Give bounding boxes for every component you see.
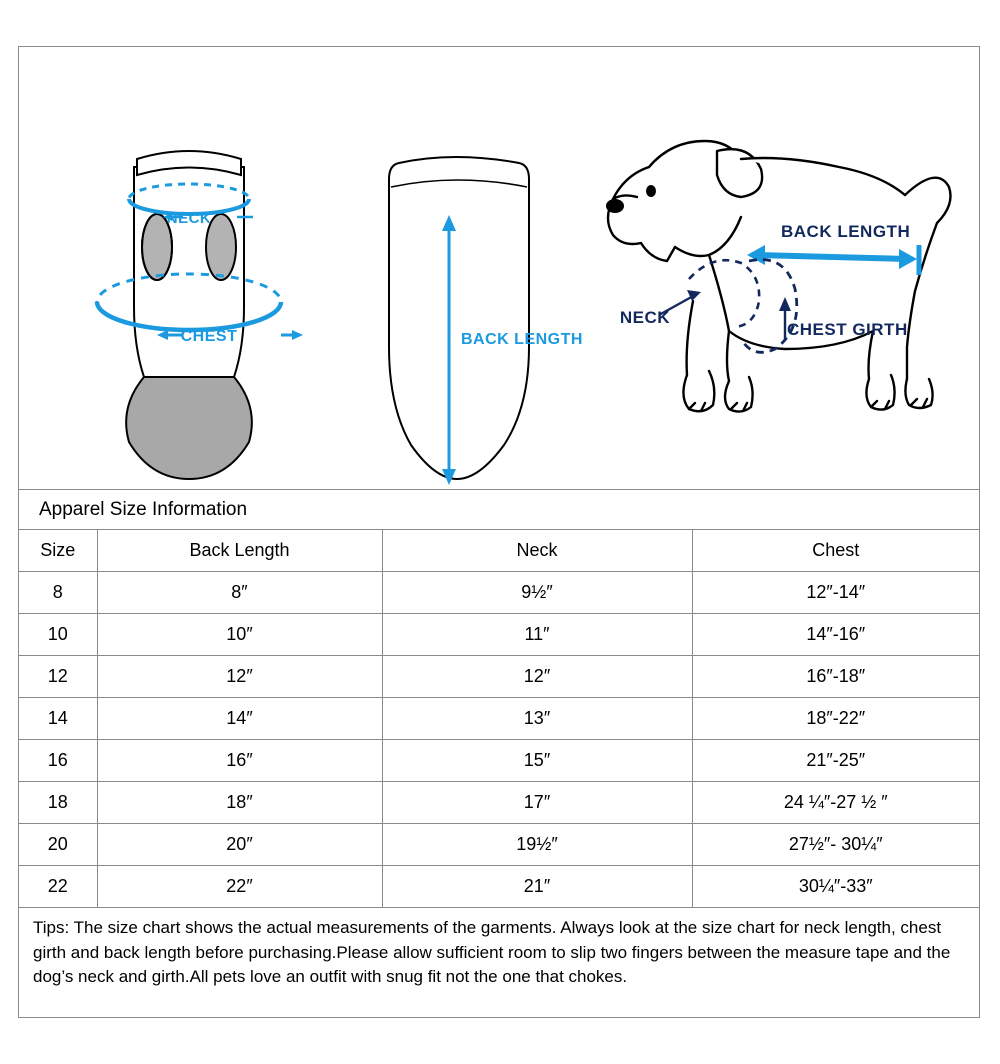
cell-size: 22 — [19, 866, 97, 908]
size-chart-sheet — [18, 46, 980, 1018]
table-header-row — [19, 530, 979, 572]
dog-chest-girth-label: CHEST GIRTH — [787, 320, 908, 339]
cell-size: 18 — [19, 782, 97, 824]
dog-neck-label: NECK — [619, 308, 671, 327]
size-table — [19, 530, 979, 908]
front-neck-label: NECK — [166, 210, 212, 227]
cell-neck: 12″ — [382, 656, 692, 698]
cell-neck: 19½″ — [382, 824, 692, 866]
cell-back-length: 14″ — [97, 698, 382, 740]
cell-neck: 21″ — [382, 866, 692, 908]
back-length-label: BACK LENGTH — [461, 331, 583, 348]
header-back-length: Back Length — [97, 530, 382, 572]
table-row — [19, 866, 979, 908]
table-row — [19, 740, 979, 782]
cell-back-length: 10″ — [97, 614, 382, 656]
header-chest: Chest — [692, 530, 979, 572]
cell-neck: 9½″ — [382, 572, 692, 614]
table-row — [19, 782, 979, 824]
table-row — [19, 824, 979, 866]
cell-chest: 16″-18″ — [692, 656, 979, 698]
cell-chest: 14″-16″ — [692, 614, 979, 656]
cell-chest: 18″-22″ — [692, 698, 979, 740]
cell-neck: 17″ — [382, 782, 692, 824]
header-size: Size — [19, 530, 97, 572]
garment-front-illustration — [59, 47, 319, 490]
table-row — [19, 614, 979, 656]
table-title: Apparel Size Information — [19, 490, 979, 530]
header-neck: Neck — [382, 530, 692, 572]
cell-back-length: 18″ — [97, 782, 382, 824]
cell-size: 14 — [19, 698, 97, 740]
cell-chest: 27½″- 30¼″ — [692, 824, 979, 866]
cell-chest: 24 ¼″-27 ½ ″ — [692, 782, 979, 824]
illustration-band — [19, 47, 979, 490]
cell-size: 10 — [19, 614, 97, 656]
cell-back-length: 20″ — [97, 824, 382, 866]
cell-neck: 15″ — [382, 740, 692, 782]
cell-back-length: 12″ — [97, 656, 382, 698]
cell-size: 16 — [19, 740, 97, 782]
cell-chest: 30¼″-33″ — [692, 866, 979, 908]
cell-neck: 11″ — [382, 614, 692, 656]
front-chest-label: CHEST — [180, 328, 238, 345]
table-row — [19, 572, 979, 614]
tips-text: Tips: The size chart shows the actual measurements of the garments. Always look at the size chart for neck length, chest girth and back length before purchasing.Please allow sufficient room to slip two fingers between the measure tape and the dog’s neck and girth.All pets love an outfit with snug fit not the one that chokes. — [33, 918, 951, 987]
table-row — [19, 698, 979, 740]
cell-back-length: 8″ — [97, 572, 382, 614]
cell-size: 20 — [19, 824, 97, 866]
cell-back-length: 22″ — [97, 866, 382, 908]
cell-chest: 21″-25″ — [692, 740, 979, 782]
dog-back-length-label: BACK LENGTH — [781, 222, 911, 241]
table-row — [19, 656, 979, 698]
cell-back-length: 16″ — [97, 740, 382, 782]
cell-chest: 12″-14″ — [692, 572, 979, 614]
cell-size: 12 — [19, 656, 97, 698]
dog-illustration — [589, 47, 979, 490]
garment-back-illustration — [339, 47, 589, 490]
cell-neck: 13″ — [382, 698, 692, 740]
cell-size: 8 — [19, 572, 97, 614]
